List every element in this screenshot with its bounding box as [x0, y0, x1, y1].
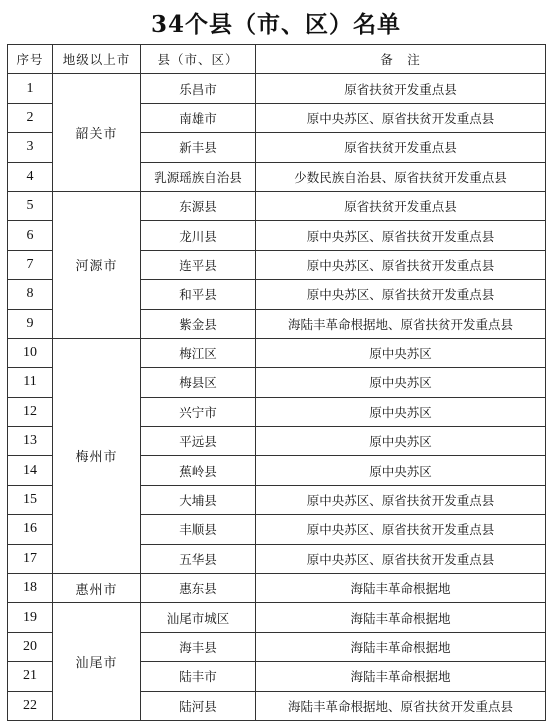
table-body	[8, 74, 546, 721]
remarks-cell: 原中央苏区	[256, 456, 546, 485]
row-index: 9	[8, 309, 53, 338]
county-cell: 海丰县	[141, 632, 256, 661]
remarks-cell: 原中央苏区、原省扶贫开发重点县	[256, 103, 546, 132]
remarks-cell: 海陆丰革命根据地、原省扶贫开发重点县	[256, 691, 546, 720]
row-index: 22	[8, 691, 53, 720]
remarks-cell: 海陆丰革命根据地	[256, 662, 546, 691]
remarks-cell: 海陆丰革命根据地、原省扶贫开发重点县	[256, 309, 546, 338]
row-index: 2	[8, 103, 53, 132]
county-cell: 连平县	[141, 250, 256, 279]
remarks-cell: 原中央苏区、原省扶贫开发重点县	[256, 221, 546, 250]
row-index: 8	[8, 280, 53, 309]
row-index: 13	[8, 427, 53, 456]
remarks-cell: 原中央苏区	[256, 427, 546, 456]
county-cell: 蕉岭县	[141, 456, 256, 485]
header-index: 序号	[8, 45, 53, 74]
header-prefecture-city: 地级以上市	[53, 45, 141, 74]
remarks-cell: 原中央苏区	[256, 397, 546, 426]
row-index: 12	[8, 397, 53, 426]
prefecture-city-cell: 河源市	[53, 191, 141, 338]
county-cell: 梅江区	[141, 338, 256, 367]
row-index: 7	[8, 250, 53, 279]
remarks-cell: 海陆丰革命根据地	[256, 574, 546, 603]
remarks-cell: 原省扶贫开发重点县	[256, 191, 546, 220]
row-index: 17	[8, 544, 53, 573]
row-index: 20	[8, 632, 53, 661]
row-index: 4	[8, 162, 53, 191]
county-cell: 紫金县	[141, 309, 256, 338]
county-cell: 陆丰市	[141, 662, 256, 691]
row-index: 10	[8, 338, 53, 367]
remarks-cell: 原中央苏区、原省扶贫开发重点县	[256, 544, 546, 573]
row-index: 6	[8, 221, 53, 250]
county-cell: 兴宁市	[141, 397, 256, 426]
row-index: 3	[8, 133, 53, 162]
table-row	[8, 191, 546, 220]
remarks-cell: 海陆丰革命根据地	[256, 603, 546, 632]
county-cell: 新丰县	[141, 133, 256, 162]
row-index: 14	[8, 456, 53, 485]
prefecture-city-cell: 汕尾市	[53, 603, 141, 721]
remarks-cell: 原省扶贫开发重点县	[256, 133, 546, 162]
table-header-row	[8, 45, 546, 74]
table-row	[8, 574, 546, 603]
table-row	[8, 338, 546, 367]
prefecture-city-cell: 梅州市	[53, 338, 141, 573]
row-index: 16	[8, 515, 53, 544]
county-cell: 陆河县	[141, 691, 256, 720]
row-index: 15	[8, 485, 53, 514]
row-index: 11	[8, 368, 53, 397]
county-cell: 乐昌市	[141, 74, 256, 103]
row-index: 19	[8, 603, 53, 632]
remarks-cell: 原中央苏区、原省扶贫开发重点县	[256, 485, 546, 514]
remarks-cell: 原中央苏区、原省扶贫开发重点县	[256, 515, 546, 544]
county-cell: 惠东县	[141, 574, 256, 603]
row-index: 18	[8, 574, 53, 603]
remarks-cell: 原省扶贫开发重点县	[256, 74, 546, 103]
remarks-cell: 原中央苏区、原省扶贫开发重点县	[256, 280, 546, 309]
header-remarks: 备 注	[256, 45, 546, 74]
document-title: 34个县（市、区）名单	[150, 11, 401, 38]
remarks-cell: 原中央苏区、原省扶贫开发重点县	[256, 250, 546, 279]
row-index: 5	[8, 191, 53, 220]
prefecture-city-cell: 惠州市	[53, 574, 141, 603]
county-cell: 丰顺县	[141, 515, 256, 544]
remarks-cell: 原中央苏区	[256, 368, 546, 397]
county-cell: 龙川县	[141, 221, 256, 250]
county-cell: 东源县	[141, 191, 256, 220]
header-county: 县（市、区）	[141, 45, 256, 74]
county-cell: 大埔县	[141, 485, 256, 514]
county-cell: 乳源瑶族自治县	[141, 162, 256, 191]
prefecture-city-cell: 韶关市	[53, 74, 141, 192]
table-row	[8, 74, 546, 103]
table-row	[8, 603, 546, 632]
county-cell: 梅县区	[141, 368, 256, 397]
county-cell: 汕尾市城区	[141, 603, 256, 632]
county-cell: 平远县	[141, 427, 256, 456]
county-cell: 南雄市	[141, 103, 256, 132]
remarks-cell: 原中央苏区	[256, 338, 546, 367]
row-index: 21	[8, 662, 53, 691]
county-list-table	[7, 44, 546, 721]
county-cell: 五华县	[141, 544, 256, 573]
remarks-cell: 少数民族自治县、原省扶贫开发重点县	[256, 162, 546, 191]
row-index: 1	[8, 74, 53, 103]
county-cell: 和平县	[141, 280, 256, 309]
remarks-cell: 海陆丰革命根据地	[256, 632, 546, 661]
